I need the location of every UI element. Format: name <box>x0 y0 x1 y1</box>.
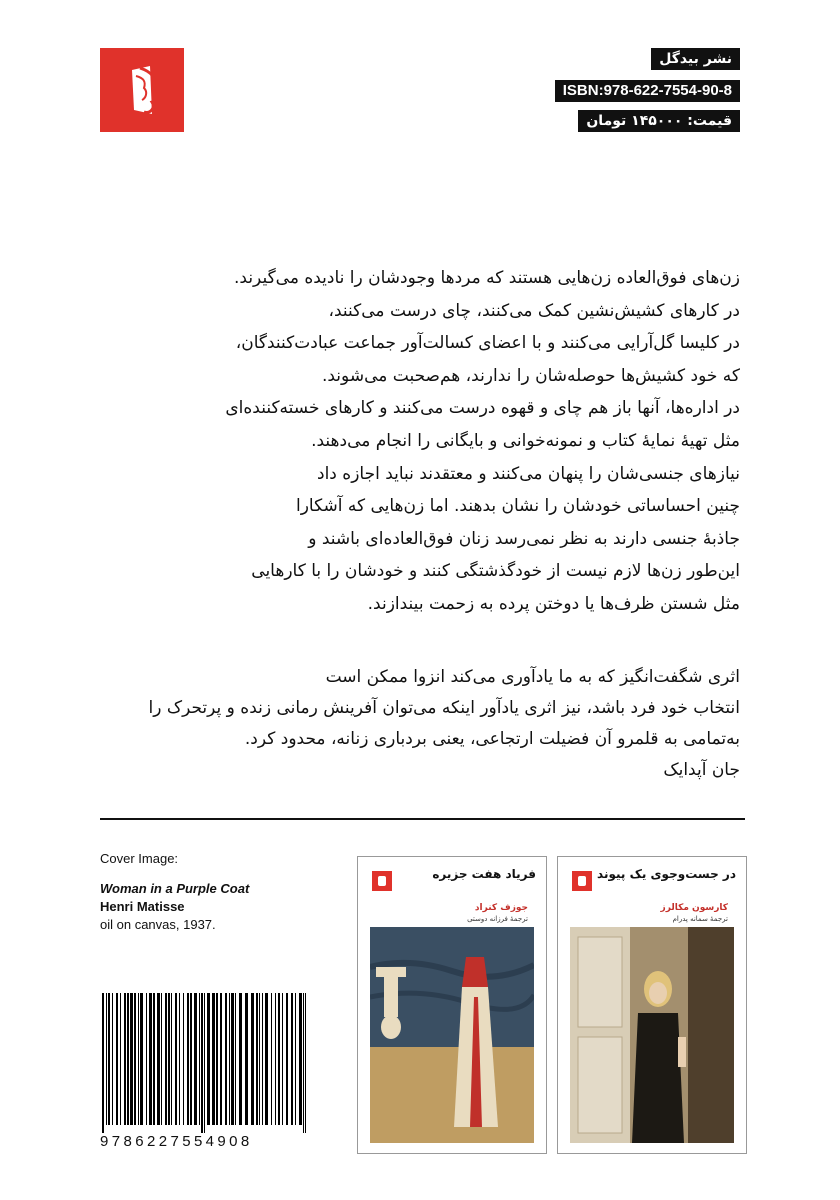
barcode-bar <box>127 993 129 1125</box>
poem-line: مثل تهیهٔ نمایهٔ کتاب و نمونه‌خوانی و بایگانی را انجام می‌دهند. <box>311 430 740 451</box>
publisher-logo-small <box>372 871 392 891</box>
barcode-bar <box>187 993 189 1125</box>
barcode-bar <box>239 993 242 1125</box>
related-book-title: فریاد هفت جزیره <box>432 867 536 881</box>
barcode-bar <box>303 993 304 1133</box>
barcode-bar <box>106 993 107 1125</box>
credit-medium: oil on canvas, 1937. <box>100 917 216 932</box>
isbn-tag: ISBN:978-622-7554-90-8 <box>555 80 740 102</box>
barcode-bar <box>229 993 230 1125</box>
barcode-bar <box>153 993 155 1125</box>
barcode-bar <box>120 993 121 1125</box>
barcode-bar <box>212 993 215 1125</box>
cover-painting-woman-at-door <box>570 927 734 1143</box>
related-book-translator: ترجمهٔ سمانه پدرام <box>672 915 728 923</box>
poem-line: نیازهای جنسی‌شان را پنهان می‌کنند و معتقدند نباید اجازه داد <box>317 463 740 484</box>
barcode-number: 9786227554908 <box>100 1133 310 1150</box>
barcode-bar <box>271 993 272 1125</box>
barcode-bar <box>216 993 218 1125</box>
barcode <box>100 993 310 1148</box>
barcode-bar <box>149 993 152 1125</box>
barcode-bar <box>245 993 248 1125</box>
poem-line: جاذبهٔ جنسی دارند به نظر نمی‌رسد زنان فوق‌العاده‌ای باشند و <box>308 528 740 549</box>
quote-line: انتخاب خود فرد باشد، نیز اثری یادآور اینکه می‌توان آفرینش رمانی زنده و پرتحرک را <box>148 698 740 718</box>
barcode-bar <box>138 993 139 1125</box>
barcode-bar <box>275 993 276 1125</box>
barcode-bar <box>256 993 258 1125</box>
quote-author: جان آپدایک <box>663 760 740 780</box>
barcode-bar <box>102 993 104 1133</box>
barcode-bar <box>282 993 283 1125</box>
related-book-translator: ترجمهٔ فرزانه دوستی <box>467 915 528 923</box>
barcode-bar <box>112 993 113 1125</box>
barcode-bar <box>235 993 236 1125</box>
credit-heading: Cover Image: <box>100 851 179 866</box>
barcode-bar <box>259 993 260 1125</box>
publisher-tag: نشر بیدگل <box>651 48 740 70</box>
poem-line: در اداره‌ها، آنها باز هم چای و قهوه درست می‌کنند و کارهای خسته‌کننده‌ای <box>225 398 740 419</box>
related-book-author: کارسون مکالرز <box>660 903 728 913</box>
price-tag: قیمت: ۱۴۵۰۰۰ تومان <box>578 110 740 132</box>
poem-line: مثل شستن ظرف‌ها یا دوختن پرده به زحمت بیندازند. <box>367 593 740 614</box>
poem-block <box>120 262 740 621</box>
barcode-bar <box>161 993 162 1125</box>
barcode-bar <box>116 993 118 1125</box>
barcode-bar <box>165 993 167 1125</box>
poem-line: در کارهای کشیش‌نشین کمک می‌کنند، چای درست می‌کنند، <box>328 300 740 321</box>
related-book-title: در جست‌وجوی یک پیوند <box>597 867 736 881</box>
barcode-bar <box>207 993 210 1125</box>
barcode-bar <box>194 993 197 1125</box>
barcode-bar <box>225 993 227 1125</box>
barcode-bar <box>140 993 143 1125</box>
barcode-bar <box>231 993 234 1125</box>
credit-artist: Henri Matisse <box>100 899 185 914</box>
barcode-bar <box>262 993 263 1125</box>
barcode-bar <box>291 993 293 1125</box>
barcode-bar <box>265 993 268 1125</box>
credit-title: Woman in a Purple Coat <box>100 881 250 896</box>
related-book-cover <box>557 856 747 1154</box>
barcode-bar <box>305 993 306 1133</box>
publisher-logo <box>100 48 184 132</box>
barcode-bar <box>108 993 110 1125</box>
barcode-bar <box>299 993 302 1125</box>
barcode-bar <box>157 993 160 1125</box>
barcode-bar <box>130 993 133 1125</box>
barcode-bar <box>134 993 136 1125</box>
barcode-bar <box>171 993 172 1125</box>
barcode-bar <box>179 993 180 1125</box>
publisher-logo-small <box>572 871 592 891</box>
blurb-quote <box>120 662 740 786</box>
barcode-bar <box>199 993 200 1125</box>
poem-line: زن‌های فوق‌العاده زن‌هایی هستند که مردها وجودشان را نادیده می‌گیرند. <box>234 268 740 288</box>
barcode-bar <box>168 993 170 1125</box>
barcode-bar <box>220 993 222 1125</box>
cover-credit <box>100 850 340 934</box>
barcode-bar <box>286 993 288 1125</box>
barcode-bar <box>190 993 192 1125</box>
barcode-bar <box>175 993 177 1125</box>
barcode-bar <box>204 993 205 1133</box>
quote-line: به‌تمامی به قلمرو آن فضیلت ارتجاعی، یعنی بردباری زنانه، محدود کرد. <box>244 729 740 749</box>
barcode-bar <box>295 993 296 1125</box>
divider <box>100 818 745 820</box>
barcode-bar <box>183 993 184 1125</box>
quote-line: اثری شگفت‌انگیز که به ما یادآوری می‌کند انزوا ممکن است <box>325 667 740 687</box>
barcode-bar <box>146 993 147 1125</box>
poem-line: چنین احساساتی خودشان را نشان بدهند. اما زن‌هایی که آشکارا <box>295 496 740 517</box>
barcode-bar <box>278 993 280 1125</box>
poem-line: که خود کشیش‌ها حوصله‌شان را ندارند، هم‌صحبت می‌شوند. <box>321 365 740 386</box>
related-book-author: جوزف کنراد <box>474 903 528 913</box>
barcode-bar <box>124 993 126 1125</box>
poem-line: در کلیسا گل‌آرایی می‌کنند و با اعضای کسالت‌آور جماعت عبادت‌کنندگان، <box>235 333 740 354</box>
barcode-bar <box>201 993 203 1133</box>
barcode-bar <box>251 993 254 1125</box>
poem-line: این‌طور زن‌ها لازم نیست از خودگذشتگی کنند و خودشان را با کارهایی <box>251 561 740 582</box>
related-book-cover <box>357 856 547 1154</box>
cover-painting-woman-by-sea <box>370 927 534 1143</box>
